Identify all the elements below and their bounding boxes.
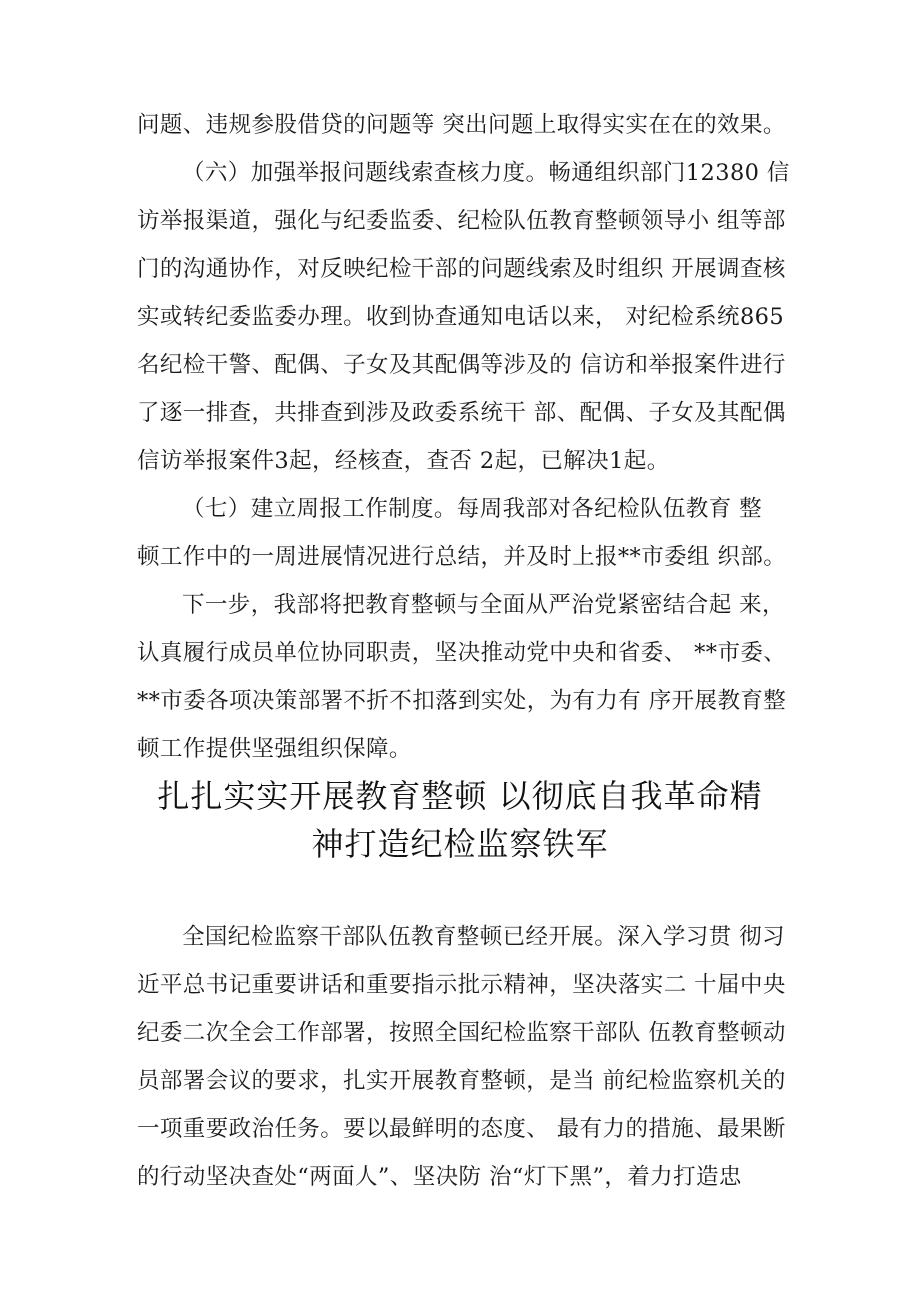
paragraph-line: **市委各项决策部署不折不扣落到实处，为有力有 序开展教育整 <box>137 688 787 714</box>
paragraph-line: 全国纪检监察干部队伍教育整顿已经开展。深入学习贯 彻习 <box>182 924 785 950</box>
paragraph-line: 信访举报案件3起，经核查，查否 2起，已解决1起。 <box>137 448 670 474</box>
paragraph-line: 顿工作中的一周进展情况进行总结，并及时上报**市委组 织部。 <box>137 544 787 570</box>
paragraph-line: （七）建立周报工作制度。每周我部对各纪检队伍教育 整 <box>182 496 763 522</box>
paragraph-line: 近平总书记重要讲话和重要指示批示精神，坚决落实二 十届中央 <box>137 972 786 998</box>
paragraph-line: 问题、违规参股借贷的问题等 突出问题上取得实实在在的效果。 <box>137 112 786 138</box>
paragraph-line: 下一步，我部将把教育整顿与全面从严治党紧密结合起 来， <box>182 592 785 618</box>
article-title-line-1: 扎扎实实开展教育整顿 以彻底自我革命精 <box>157 777 763 815</box>
paragraph-line: 名纪检干警、配偶、子女及其配偶等涉及的 信访和举报案件进行 <box>137 352 786 378</box>
paragraph-line: 员部署会议的要求，扎实开展教育整顿，是当 前纪检监察机关的 <box>137 1068 786 1094</box>
article-title-line-2: 神打造纪检监察铁军 <box>311 825 609 863</box>
paragraph-line: 了逐一排查，共排查到涉及政委系统干 部、配偶、子女及其配偶 <box>137 400 786 426</box>
paragraph-line: （六）加强举报问题线索查核力度。畅通组织部门12380 信 <box>182 160 790 186</box>
paragraph-line: 顿工作提供坚强组织保障。 <box>137 736 412 762</box>
paragraph-line: 一项重要政治任务。要以最鲜明的态度、 最有力的措施、最果断 <box>137 1116 786 1142</box>
paragraph-line: 的行动坚决查处“两面人”、坚决防 治“灯下黑”，着力打造忠 <box>137 1164 742 1190</box>
paragraph-line: 认真履行成员单位协同职责，坚决推动党中央和省委、 **市委、 <box>137 640 787 666</box>
paragraph-line: 访举报渠道，强化与纪委监委、纪检队伍教育整顿领导小 组等部 <box>137 208 786 234</box>
paragraph-line: 实或转纪委监委办理。收到协查通知电话以来， 对纪检系统865 <box>137 304 785 330</box>
paragraph-line: 门的沟通协作，对反映纪检干部的问题线索及时组织 开展调查核 <box>137 256 786 282</box>
paragraph-line: 纪委二次全会工作部署，按照全国纪检监察干部队 伍教育整顿动 <box>137 1020 786 1046</box>
